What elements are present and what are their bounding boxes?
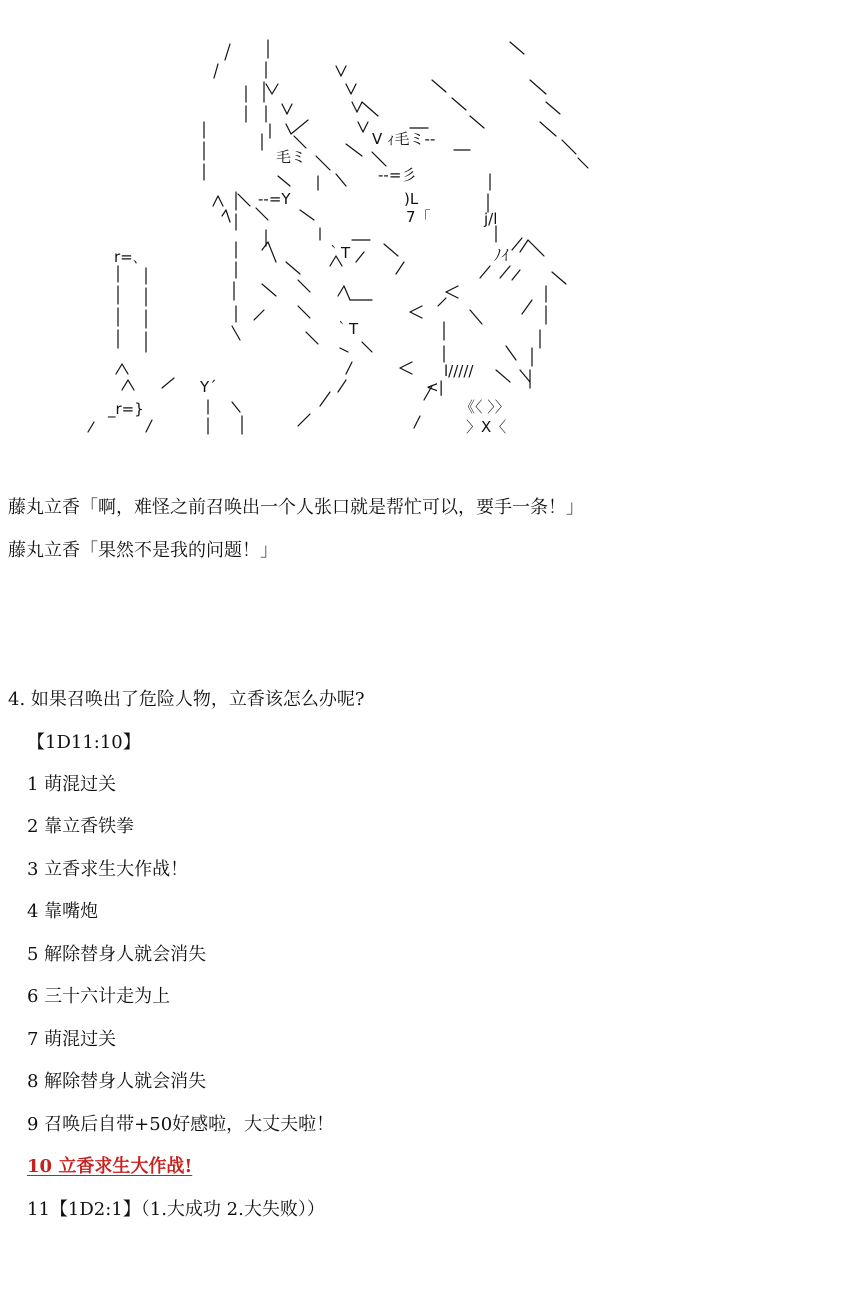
art-r-glyph-1: r=､	[114, 248, 141, 266]
option-10-selected: 10 立香求生大作战!	[27, 1156, 193, 1177]
dialogue-line-2: 藤丸立香「果然不是我的问题！」	[8, 540, 278, 561]
question-heading: 4. 如果召唤出了危险人物，立香该怎么办呢?	[8, 689, 365, 710]
option-9: 9 召唤后自带+50好感啦，大丈夫啦！	[27, 1114, 335, 1135]
dice-roll-result: 【1D11:10】	[27, 732, 141, 753]
option-5: 5 解除替身人就会消失	[27, 944, 207, 965]
art-slashes-glyph: l/////	[444, 362, 474, 380]
option-4: 4 靠嘴炮	[27, 901, 99, 922]
art-f-glyph: ﾉｲ	[494, 246, 510, 264]
option-3: 3 立香求生大作战！	[27, 859, 189, 880]
option-7: 7 萌混过关	[27, 1029, 117, 1050]
option-2: 2 靠立香铁拳	[27, 816, 135, 837]
option-6: 6 三十六计走为上	[27, 986, 171, 1007]
ascii-art-figure	[0, 30, 858, 450]
art-seven-glyph: 7「	[406, 208, 431, 226]
art-r-glyph-2: _r=}	[108, 400, 144, 418]
option-1: 1 萌混过关	[27, 774, 117, 795]
option-8: 8 解除替身人就会消失	[27, 1071, 207, 1092]
art-t-glyph: ｀T	[326, 244, 351, 262]
option-11: 11【1D2:1】（1.大成功 2.大失败））	[27, 1199, 325, 1220]
art-l-glyph: )L	[404, 190, 419, 208]
art-j-glyph: j/l	[484, 210, 498, 228]
ascii-art-drawing	[0, 30, 858, 450]
art-swirl-glyph: ‐‐=彡	[378, 166, 417, 184]
art-wedge-glyph: <|	[426, 378, 444, 396]
art-fur-glyph-1: 毛ミ	[276, 148, 307, 166]
art-t-glyph-2: ｀T	[334, 320, 359, 338]
art-fur-glyph-2: V ｨ毛ミ-‐	[372, 130, 436, 148]
art-y2-glyph: Y´	[200, 378, 217, 396]
art-y-glyph: ‐‐=Y	[258, 190, 291, 208]
dialogue-line-1: 藤丸立香「啊，难怪之前召唤出一个人张口就是帮忙可以，要手一条！」	[8, 497, 584, 518]
art-chevrons-glyph: 《〈 〉〉	[460, 398, 510, 416]
art-x-glyph: 〉X〈	[466, 418, 507, 436]
